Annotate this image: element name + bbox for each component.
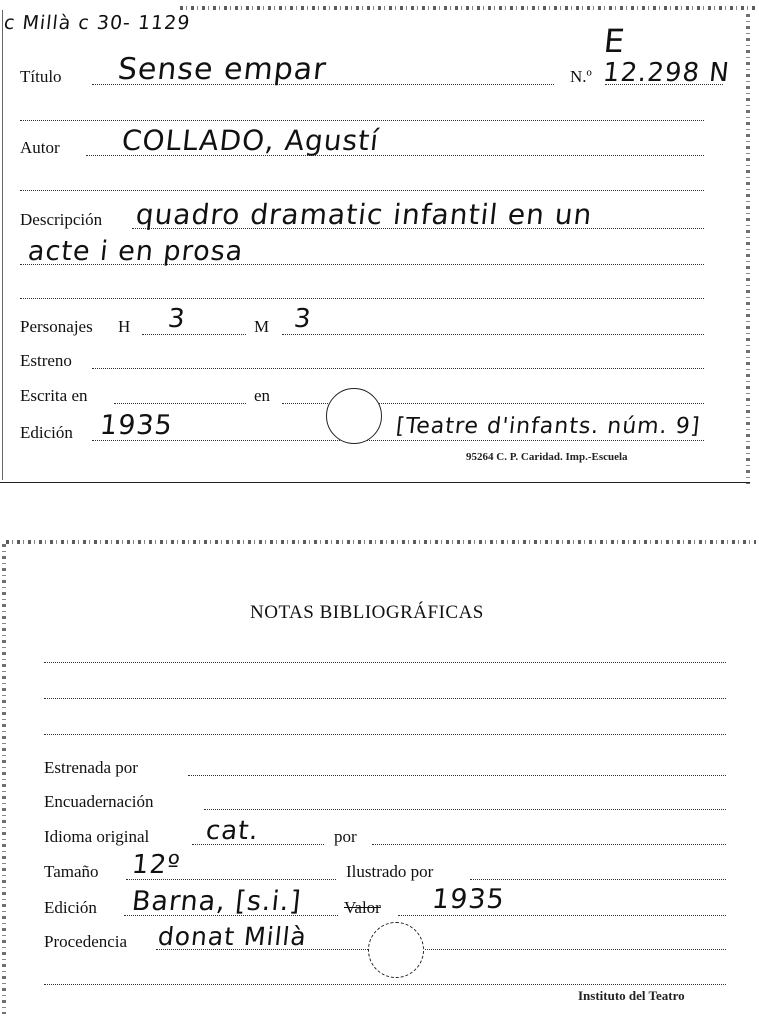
autor-value: COLLADO, Agustí xyxy=(120,124,381,157)
en-label: en xyxy=(254,386,271,405)
edicion-value: Barna, [s.i.] xyxy=(130,886,303,917)
card-top-edge xyxy=(6,540,756,544)
valor-line xyxy=(398,915,726,916)
notes-line-3 xyxy=(44,734,726,735)
notes-line-2 xyxy=(44,698,726,699)
por-line xyxy=(372,844,726,845)
notes-line-bottom xyxy=(44,984,726,985)
m-label: M xyxy=(254,317,270,336)
descripcion-value-2: acte i en prosa xyxy=(26,236,245,267)
estreno-label: Estreno xyxy=(20,351,72,370)
corner-letter: E xyxy=(602,22,628,60)
front-card xyxy=(0,0,759,492)
institution-label: Instituto del Teatro xyxy=(578,988,685,1003)
card-left-edge xyxy=(2,544,6,1014)
edicion-label: Edición xyxy=(44,898,97,917)
edicion-note: [Teatre d'infants. núm. 9] xyxy=(394,414,702,439)
encuadernacion-label: Encuadernación xyxy=(44,792,154,811)
encuadernacion-line xyxy=(204,809,726,810)
m-value: 3 xyxy=(292,304,314,334)
edicion-value: 1935 xyxy=(98,410,175,441)
edicion-line xyxy=(92,440,704,441)
titulo-label: Título xyxy=(20,67,62,86)
estreno-line xyxy=(92,368,704,369)
back-card xyxy=(0,530,759,1028)
card-right-edge xyxy=(746,14,750,484)
procedencia-value: donat Millà xyxy=(156,922,309,951)
numero-value: 12.298 N xyxy=(601,58,732,88)
titulo-value: Sense empar xyxy=(116,52,329,87)
printer-imprint: 95264 C. P. Caridad. Imp.-Escuela xyxy=(466,451,628,463)
h-line xyxy=(142,334,246,335)
punch-hole-stamp xyxy=(326,388,382,444)
estrenada-line xyxy=(188,775,726,776)
card-left-edge xyxy=(2,10,3,480)
corner-note: c Millà c 30- 1129 xyxy=(2,12,192,34)
blank-line-3 xyxy=(20,298,704,299)
procedencia-label: Procedencia xyxy=(44,932,128,951)
tamano-value: 12º xyxy=(130,850,182,880)
blank-line-2 xyxy=(20,190,704,191)
por-label: por xyxy=(334,827,357,846)
descripcion-label: Descripción xyxy=(20,210,103,229)
blank-line-1 xyxy=(20,120,704,121)
h-label: H xyxy=(118,317,131,336)
notes-line-1 xyxy=(44,662,726,663)
notas-title: NOTAS BIBLIOGRÁFICAS xyxy=(250,602,484,623)
tamano-label: Tamaño xyxy=(44,862,99,881)
card-top-edge xyxy=(180,6,755,10)
escrita-line xyxy=(114,403,246,404)
descripcion-value-1: quadro dramatic infantil en un xyxy=(134,198,595,231)
ilustrado-label: Ilustrado por xyxy=(346,862,434,881)
idioma-label: Idioma original xyxy=(44,827,150,846)
idioma-value: cat. xyxy=(204,816,261,846)
m-line xyxy=(282,334,704,335)
personajes-label: Personajes xyxy=(20,317,93,336)
escrita-label: Escrita en xyxy=(20,386,88,405)
autor-label: Autor xyxy=(20,138,60,157)
h-value: 3 xyxy=(166,304,188,334)
edicion-label: Edición xyxy=(20,423,73,442)
valor-label: Valor xyxy=(344,898,381,917)
punch-hole-stamp xyxy=(368,922,424,978)
card-bottom-edge xyxy=(0,482,750,483)
estrenada-label: Estrenada por xyxy=(44,758,138,777)
ilustrado-line xyxy=(470,879,726,880)
numero-line xyxy=(605,84,723,85)
numero-label: N.º xyxy=(570,67,592,86)
valor-value: 1935 xyxy=(430,884,507,915)
